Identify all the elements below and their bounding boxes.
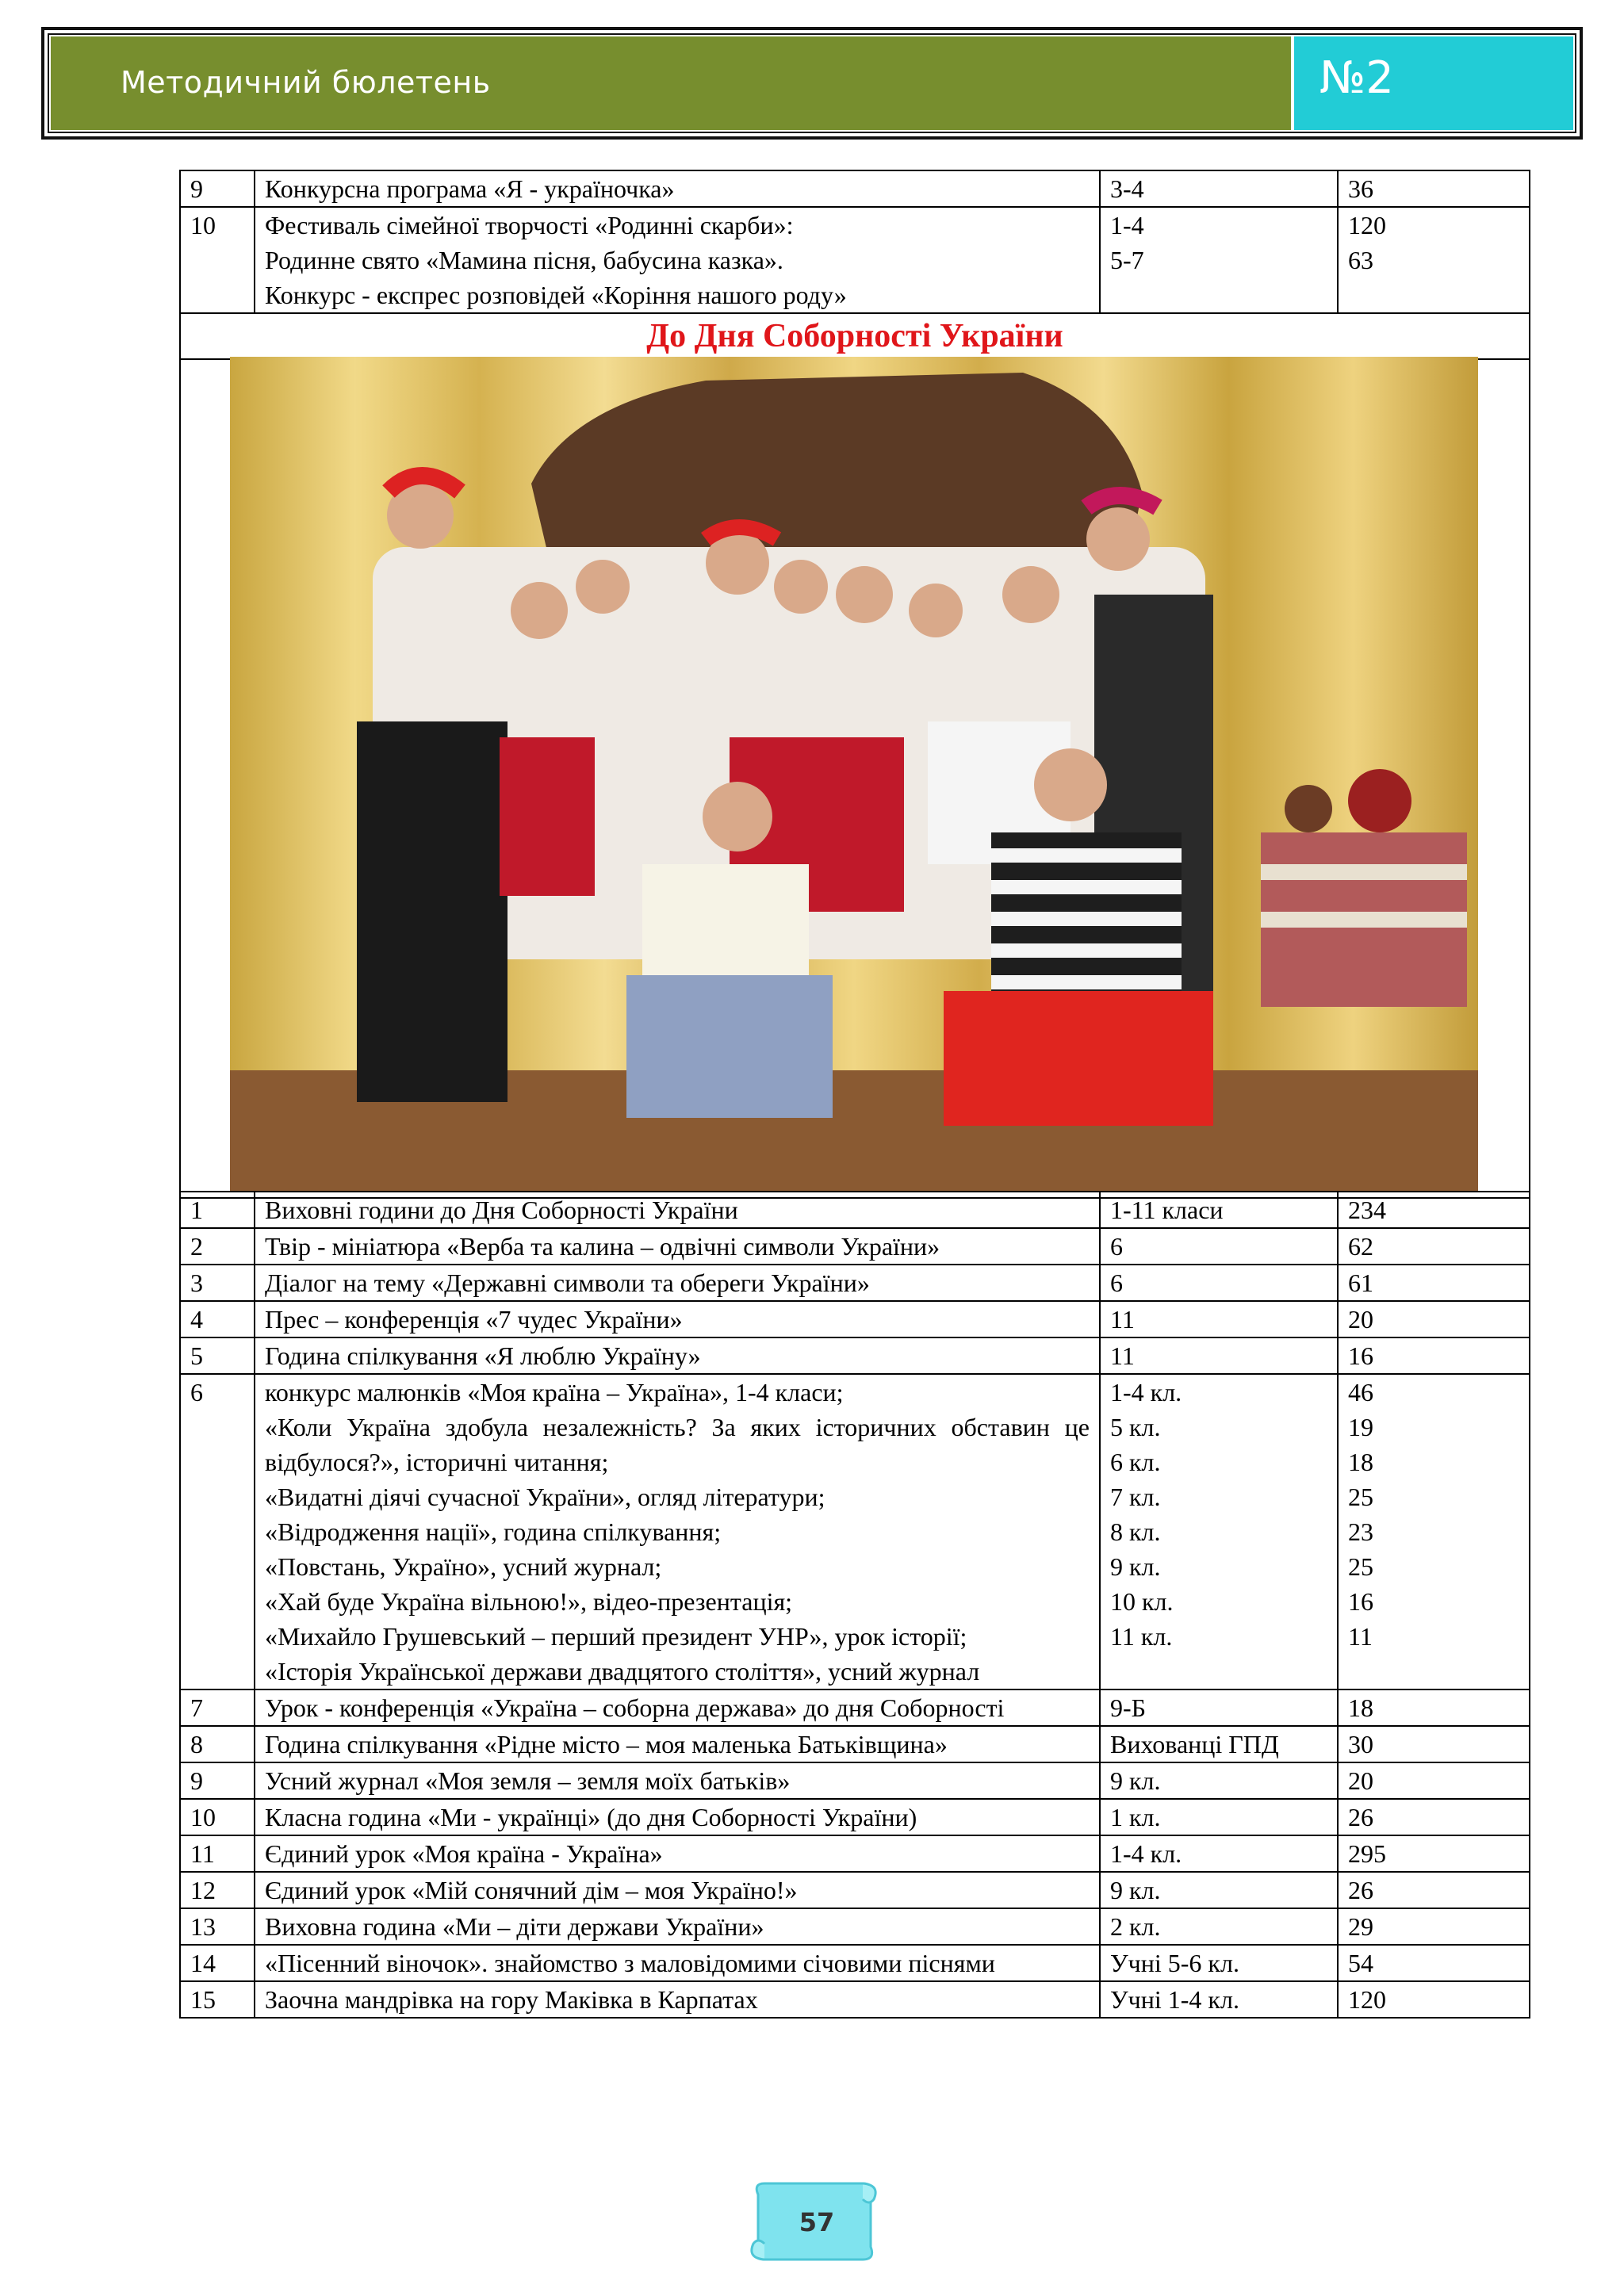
row-number: 5 (190, 1341, 203, 1370)
participants-class: Учні 5-6 кл. (1110, 1949, 1239, 1977)
participants-count: 62 (1348, 1232, 1373, 1261)
participants-class: Вихованці ГПД (1110, 1730, 1279, 1758)
participants-class: 3-4 (1110, 174, 1144, 203)
participants-class-cell (1100, 1374, 1338, 1689)
row-number: 2 (190, 1232, 203, 1261)
event-title: «Видатні діячі сучасної України», огляд літератури; (265, 1483, 825, 1511)
event-title-cell (255, 1265, 1100, 1301)
event-title: Єдиний урок «Мій сонячний дім – моя Україно!» (265, 1876, 798, 1904)
participants-count-cell (1338, 1945, 1530, 1981)
event-title: Конкурс - експрес розповідей «Коріння нашого роду» (265, 281, 847, 309)
participants-class-cell (1100, 1762, 1338, 1799)
participants-count-cell (1338, 1726, 1530, 1762)
event-title: «Михайло Грушевський – перший президент УНР», урок історії; (265, 1622, 967, 1651)
table-row (180, 1908, 1530, 1945)
participants-class: 1-4 (1110, 211, 1144, 239)
event-title: Усний журнал «Моя земля – земля моїх батьків» (265, 1766, 791, 1795)
event-title-cell (255, 1689, 1100, 1726)
participants-class: 9 кл. (1110, 1876, 1161, 1904)
participants-count: 16 (1348, 1587, 1373, 1616)
participants-class: 5-7 (1110, 246, 1144, 274)
participants-count: 19 (1348, 1413, 1373, 1441)
event-title-cell (255, 207, 1100, 313)
participants-class-cell (1100, 1872, 1338, 1908)
row-number: 7 (190, 1693, 203, 1722)
event-title: Діалог на тему «Державні символи та обереги України» (265, 1269, 870, 1297)
event-title-cell (255, 1762, 1100, 1799)
event-title: Година спілкування «Я люблю Україну» (265, 1341, 701, 1370)
participants-class-cell (1100, 1835, 1338, 1872)
event-title: Класна година «Ми - українці» (до дня Соборності України) (265, 1803, 917, 1831)
row-number: 9 (190, 1766, 203, 1795)
participants-count: 295 (1348, 1839, 1386, 1868)
event-title-cell (255, 1337, 1100, 1374)
row-number: 3 (190, 1269, 203, 1297)
participants-count-cell (1338, 1301, 1530, 1337)
section-title-row (180, 313, 1530, 359)
participants-class-cell (1100, 1192, 1338, 1228)
participants-count-cell (1338, 1689, 1530, 1726)
event-title: Виховна година «Ми – діти держави України» (265, 1912, 764, 1941)
row-number: 8 (190, 1730, 203, 1758)
participants-class: 6 (1110, 1232, 1123, 1261)
event-title: Родинне свято «Мамина пісня, бабусина казка». (265, 246, 783, 274)
row-number: 6 (190, 1378, 203, 1406)
table-row (180, 1192, 1530, 1228)
participants-class-cell (1100, 1908, 1338, 1945)
participants-count: 18 (1348, 1693, 1373, 1722)
participants-count: 29 (1348, 1912, 1373, 1941)
participants-class-cell (1100, 1799, 1338, 1835)
table-row (180, 1835, 1530, 1872)
events-table-bottom-body (180, 1192, 1530, 2018)
participants-class: 2 кл. (1110, 1912, 1161, 1941)
participants-count: 63 (1348, 246, 1373, 274)
participants-class: 1-4 кл. (1110, 1378, 1182, 1406)
row-number: 9 (190, 174, 203, 203)
row-number-cell (180, 1835, 255, 1872)
row-number-cell (180, 1337, 255, 1374)
section-title: До Дня Соборності України (646, 318, 1063, 354)
participants-count-cell (1338, 1762, 1530, 1799)
table-row (180, 1799, 1530, 1835)
table-row (180, 1762, 1530, 1799)
participants-count-cell (1338, 1374, 1530, 1689)
participants-class-cell (1100, 1228, 1338, 1265)
participants-class: 6 (1110, 1269, 1123, 1297)
row-number-cell (180, 1726, 255, 1762)
row-number-cell (180, 170, 255, 207)
participants-count: 26 (1348, 1803, 1373, 1831)
participants-count: 25 (1348, 1483, 1373, 1511)
participants-class: 8 кл. (1110, 1517, 1161, 1546)
event-title: Фестиваль сімейної творчості «Родинні скарби»: (265, 211, 794, 239)
bulletin-title: Методичний бюлетень (121, 65, 491, 100)
participants-count: 234 (1348, 1196, 1386, 1224)
event-title-cell (255, 1981, 1100, 2018)
issue-number: №2 (1320, 52, 1394, 104)
participants-class-cell (1100, 1301, 1338, 1337)
event-title-cell (255, 1908, 1100, 1945)
participants-count-cell (1338, 1872, 1530, 1908)
participants-count: 61 (1348, 1269, 1373, 1297)
participants-count-cell (1338, 1835, 1530, 1872)
table-row (180, 207, 1530, 313)
event-title-cell (255, 1301, 1100, 1337)
participants-count: 16 (1348, 1341, 1373, 1370)
event-title-cell (255, 1726, 1100, 1762)
participants-count: 18 (1348, 1448, 1373, 1476)
table-row (180, 1265, 1530, 1301)
event-title: конкурс малюнків «Моя країна – Україна», 1-4 класи; (265, 1378, 844, 1406)
row-number: 4 (190, 1305, 203, 1334)
participants-count-cell (1338, 1192, 1530, 1228)
participants-class: 11 кл. (1110, 1622, 1173, 1651)
event-title-cell (255, 1872, 1100, 1908)
row-number-cell (180, 1374, 255, 1689)
participants-class-cell (1100, 1981, 1338, 2018)
participants-count: 46 (1348, 1378, 1373, 1406)
row-number-cell (180, 1301, 255, 1337)
participants-class-cell (1100, 1265, 1338, 1301)
row-number-cell (180, 1908, 255, 1945)
participants-count-cell (1338, 1799, 1530, 1835)
event-title: Конкурсна програма «Я - україночка» (265, 174, 675, 203)
participants-count: 26 (1348, 1876, 1373, 1904)
participants-class: 9 кл. (1110, 1552, 1161, 1581)
participants-class-cell (1100, 207, 1338, 313)
participants-count: 11 (1348, 1622, 1373, 1651)
participants-count-cell (1338, 1337, 1530, 1374)
participants-count-cell (1338, 1228, 1530, 1265)
event-title-cell (255, 1945, 1100, 1981)
participants-count: 30 (1348, 1730, 1373, 1758)
participants-count-cell (1338, 1265, 1530, 1301)
participants-count-cell (1338, 170, 1530, 207)
row-number-cell (180, 1981, 255, 2018)
participants-class: 1 кл. (1110, 1803, 1161, 1831)
row-number: 12 (190, 1876, 216, 1904)
participants-count: 25 (1348, 1552, 1373, 1581)
participants-count: 54 (1348, 1949, 1373, 1977)
table-row (180, 1945, 1530, 1981)
table-row (180, 1981, 1530, 2018)
row-number-cell (180, 1945, 255, 1981)
group-photo-illustration (230, 357, 1478, 1191)
event-title-cell (255, 1192, 1100, 1228)
event-title: «Повстань, Україно», усний журнал; (265, 1552, 662, 1581)
participants-class: 1-4 кл. (1110, 1839, 1182, 1868)
event-title: Твір - мініатюра «Верба та калина – одвічні символи України» (265, 1232, 940, 1261)
event-title: «Історія Української держави двадцятого століття», усний журнал (265, 1657, 980, 1686)
row-number-cell (180, 207, 255, 313)
participants-class: 5 кл. (1110, 1413, 1161, 1441)
event-title: «Хай буде Україна вільною!», відео-презентація; (265, 1587, 793, 1616)
event-title: «Відродження нації», година спілкування; (265, 1517, 722, 1546)
participants-count: 120 (1348, 1985, 1386, 2014)
row-number: 10 (190, 211, 216, 239)
participants-class: 10 кл. (1110, 1587, 1174, 1616)
row-number: 10 (190, 1803, 216, 1831)
row-number-cell (180, 1192, 255, 1228)
event-title-cell (255, 1799, 1100, 1835)
events-table-bottom (179, 1191, 1530, 2019)
page-number: 57 (799, 2207, 835, 2237)
event-title-cell (255, 1374, 1100, 1689)
participants-class: 6 кл. (1110, 1448, 1161, 1476)
row-number-cell (180, 1228, 255, 1265)
event-title: Година спілкування «Рідне місто – моя маленька Батьківщина» (265, 1730, 948, 1758)
group-photo (230, 357, 1478, 1191)
participants-count-cell (1338, 1981, 1530, 2018)
event-title: Єдиний урок «Моя країна - Україна» (265, 1839, 663, 1868)
participants-class: 7 кл. (1110, 1483, 1161, 1511)
table-row (180, 1228, 1530, 1265)
participants-class: 1-11 класи (1110, 1196, 1224, 1224)
event-title: «Коли Україна здобула незалежність? За яких історичних обставин це відбулося?», історичні читання; (265, 1413, 1090, 1476)
table-row (180, 1301, 1530, 1337)
participants-count: 120 (1348, 211, 1386, 239)
participants-class-cell (1100, 1337, 1338, 1374)
table-row (180, 1689, 1530, 1726)
row-number: 1 (190, 1196, 203, 1224)
participants-class: 9-Б (1110, 1693, 1147, 1722)
participants-class: 9 кл. (1110, 1766, 1161, 1795)
event-title-cell (255, 1228, 1100, 1265)
row-number: 13 (190, 1912, 216, 1941)
event-title: Виховні години до Дня Соборності України (265, 1196, 738, 1224)
participants-class: Учні 1-4 кл. (1110, 1985, 1239, 2014)
event-title: Прес – конференція «7 чудес України» (265, 1305, 683, 1334)
participants-class-cell (1100, 1726, 1338, 1762)
row-number-cell (180, 1265, 255, 1301)
participants-class: 11 (1110, 1305, 1135, 1334)
table-row (180, 1337, 1530, 1374)
participants-class-cell (1100, 1689, 1338, 1726)
participants-count: 20 (1348, 1766, 1373, 1795)
participants-class-cell (1100, 1945, 1338, 1981)
row-number: 15 (190, 1985, 216, 2014)
event-title-cell (255, 170, 1100, 207)
row-number: 11 (190, 1839, 215, 1868)
table-row (180, 1726, 1530, 1762)
participants-count-cell (1338, 1908, 1530, 1945)
participants-class-cell (1100, 170, 1338, 207)
events-table-top-body (180, 170, 1530, 313)
participants-count: 36 (1348, 174, 1373, 203)
row-number-cell (180, 1872, 255, 1908)
row-number-cell (180, 1689, 255, 1726)
participants-count: 20 (1348, 1305, 1373, 1334)
table-row (180, 1374, 1530, 1689)
table-row (180, 170, 1530, 207)
event-title: Урок - конференція «Україна – соборна держава» до дня Соборності (265, 1693, 1005, 1722)
event-title: «Пісенний віночок». знайомство з маловідомими січовими піснями (265, 1949, 995, 1977)
participants-count-cell (1338, 207, 1530, 313)
event-title-cell (255, 1835, 1100, 1872)
participants-class: 11 (1110, 1341, 1135, 1370)
row-number-cell (180, 1799, 255, 1835)
table-row (180, 1872, 1530, 1908)
row-number: 14 (190, 1949, 216, 1977)
event-title: Заочна мандрівка на гору Маківка в Карпатах (265, 1985, 758, 2014)
row-number-cell (180, 1762, 255, 1799)
participants-count: 23 (1348, 1517, 1373, 1546)
